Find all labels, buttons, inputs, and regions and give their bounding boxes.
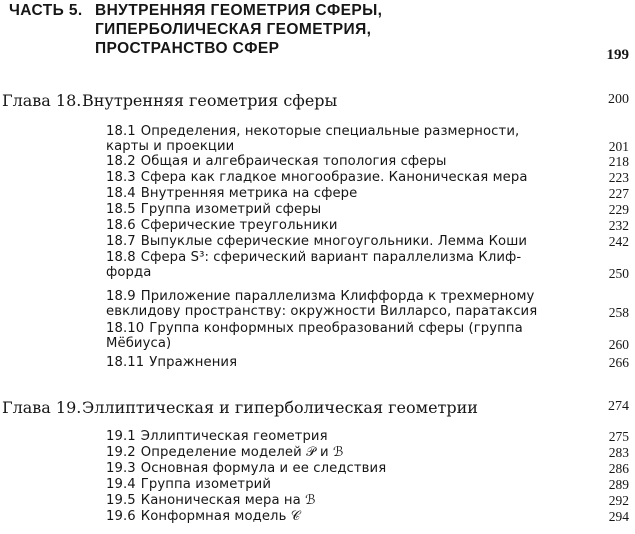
- toc-entry: [106, 509, 300, 524]
- section-title: Эллиптическая геометрия: [140, 429, 328, 444]
- section-page: 223: [608, 170, 629, 185]
- section-number: 18.6: [106, 218, 136, 233]
- section-number: 18.7: [106, 234, 136, 249]
- section-number: 19.3: [106, 461, 136, 476]
- toc-entry: [106, 154, 447, 169]
- section-title: Сферические треугольники: [140, 218, 338, 233]
- section-number: 18.5: [106, 202, 136, 217]
- toc-entry: [106, 321, 571, 351]
- section-title: Каноническая мера на ℬ: [140, 493, 316, 508]
- section-title: Выпуклые сферические многоугольники. Лемма Коши: [140, 234, 528, 249]
- section-title-continued: карты и проекции: [106, 139, 235, 154]
- chapter-label: Глава 18.: [2, 91, 82, 110]
- section-page: 283: [608, 445, 629, 460]
- chapter-title: Эллиптическая и гиперболическая геометрии: [82, 398, 478, 417]
- section-title: Сфера как гладкое многообразие. Каноническая мера: [140, 170, 528, 185]
- toc-entry: [106, 461, 386, 476]
- section-title: Сфера S³: сферический вариант параллелизма Клиф-: [140, 250, 522, 265]
- chapter-title: Внутренняя геометрия сферы: [82, 91, 338, 110]
- toc-entry: [106, 493, 316, 508]
- section-page: 266: [608, 355, 629, 370]
- toc-entry: [106, 289, 571, 319]
- section-page: 242: [608, 234, 629, 249]
- section-number: 18.9: [106, 289, 136, 304]
- section-page: 260: [608, 337, 629, 352]
- section-number: 19.4: [106, 477, 136, 492]
- section-title: Общая и алгебраическая топология сферы: [140, 154, 447, 169]
- section-number: 19.1: [106, 429, 136, 444]
- section-page: 218: [608, 154, 629, 169]
- section-page: 275: [608, 429, 629, 444]
- section-page: 227: [608, 186, 629, 201]
- section-title: Конформная модель 𝒞: [140, 509, 301, 524]
- section-number: 19.2: [106, 445, 136, 460]
- section-page: 286: [608, 461, 629, 476]
- section-title: Группа изометрий сферы: [140, 202, 322, 217]
- section-title: Упражнения: [149, 355, 238, 370]
- toc-entry: [106, 218, 338, 233]
- chapter-page-number: 274: [608, 399, 629, 414]
- toc-entry: [106, 445, 343, 460]
- section-title: Определения, некоторые специальные размерности,: [140, 124, 520, 139]
- section-page: 250: [608, 266, 629, 281]
- toc-entry: [106, 124, 571, 154]
- chapter-page-number: 200: [608, 92, 629, 107]
- section-title: Основная формула и ее следствия: [140, 461, 387, 476]
- section-title-continued: форда: [106, 265, 152, 280]
- section-number: 18.1: [106, 124, 136, 139]
- section-number: 19.5: [106, 493, 136, 508]
- section-number: 18.4: [106, 186, 136, 201]
- section-title-continued: Мёбиуса): [106, 336, 172, 351]
- toc-entry: [106, 234, 527, 249]
- section-title: Приложение параллелизма Клиффорда к трехмерному: [140, 289, 535, 304]
- section-title: Группа изометрий: [140, 477, 272, 492]
- toc-entry: [106, 202, 321, 217]
- chapter-label: Глава 19.: [2, 398, 82, 417]
- section-page: 292: [608, 493, 629, 508]
- toc-entry: [106, 477, 271, 492]
- section-page: 294: [608, 509, 629, 524]
- section-number: 18.11: [106, 355, 145, 370]
- part-title-line-2: ГИПЕРБОЛИЧЕСКАЯ ГЕОМЕТРИЯ,: [95, 21, 372, 38]
- section-number: 19.6: [106, 509, 136, 524]
- section-title: Группа конформных преобразований сферы (группа: [149, 321, 523, 336]
- section-page: 232: [608, 218, 629, 233]
- section-page: 201: [608, 139, 629, 154]
- part-title-line-1: ВНУТРЕННЯЯ ГЕОМЕТРИЯ СФЕРЫ,: [95, 2, 383, 19]
- section-number: 18.10: [106, 321, 145, 336]
- section-page: 258: [608, 305, 629, 320]
- section-title: Определение моделей 𝒫 и ℬ: [140, 445, 344, 460]
- toc-entry: [106, 186, 357, 201]
- part-title-line-3: ПРОСТРАНСТВО СФЕР: [95, 40, 280, 57]
- section-number: 18.3: [106, 170, 136, 185]
- toc-entry: [106, 429, 328, 444]
- section-number: 18.8: [106, 250, 136, 265]
- toc-entry: [106, 170, 528, 185]
- section-page: 289: [608, 477, 629, 492]
- part-page-number: 199: [606, 47, 629, 63]
- section-title-continued: евклидову пространству: окружности Вилларсо, паратаксия: [106, 304, 538, 319]
- chapter-18-heading: [2, 92, 337, 110]
- section-title: Внутренняя метрика на сфере: [140, 186, 358, 201]
- section-page: 229: [608, 202, 629, 217]
- toc-entry: [106, 250, 571, 280]
- toc-entry: [106, 355, 237, 370]
- section-number: 18.2: [106, 154, 136, 169]
- chapter-19-heading: [2, 399, 478, 417]
- part-label: ЧАСТЬ 5.: [9, 2, 83, 19]
